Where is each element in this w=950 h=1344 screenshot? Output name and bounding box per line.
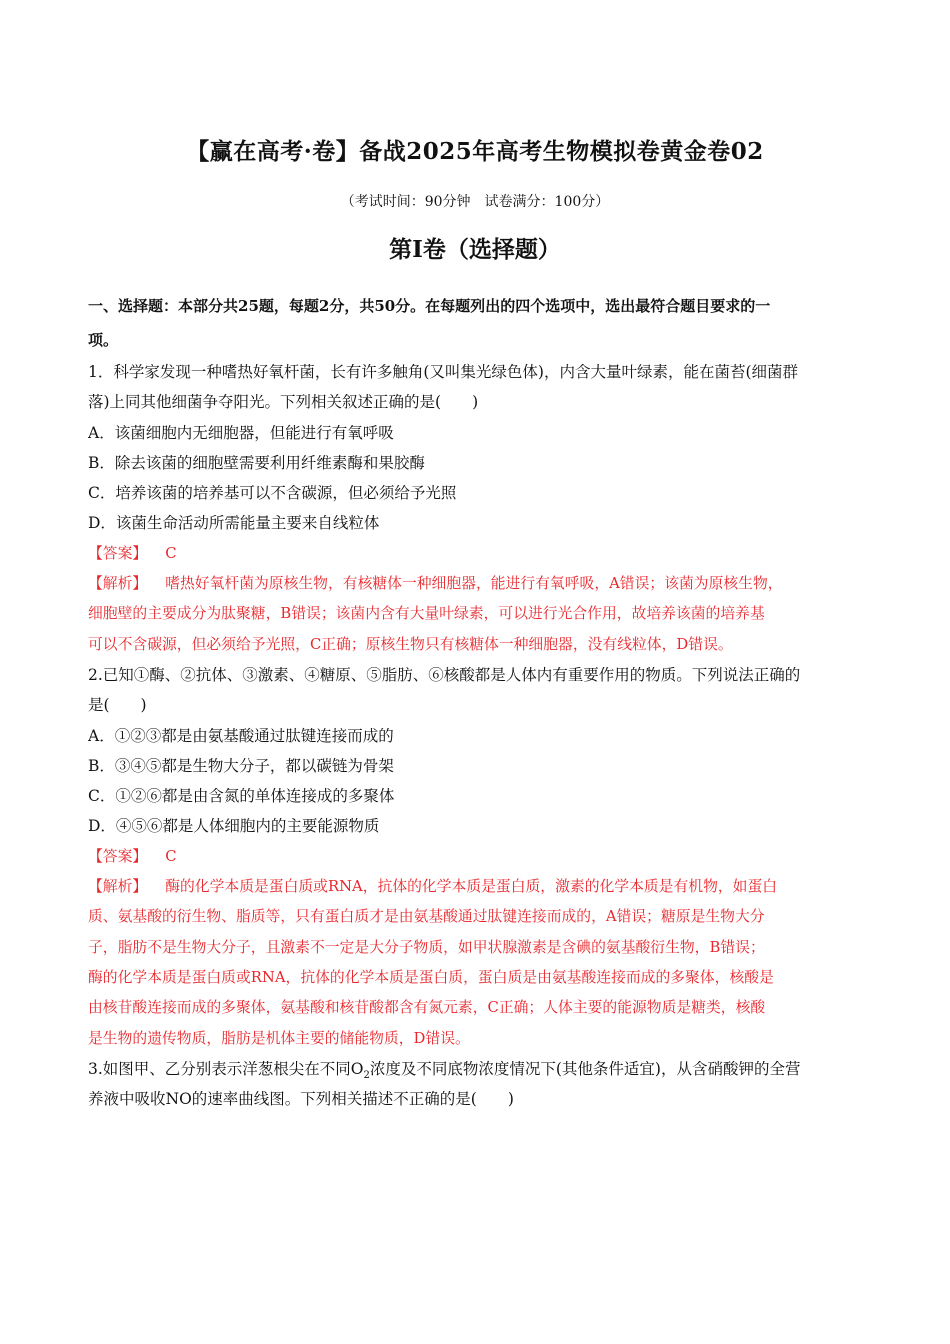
analysis-line: [88, 872, 866, 902]
option-c: C．①②⑥都是由含氮的单体连接成的多聚体: [88, 787, 395, 806]
analysis-text: 酶的化学本质是蛋白质或RNA，抗体的化学本质是蛋白质，激素的化学本质是有机物，如蛋白: [165, 878, 778, 896]
analysis-tag: 【解析】: [88, 575, 148, 593]
answer-line: [88, 539, 866, 569]
answer-tag: 【答案】: [88, 847, 148, 865]
instructions-line: 一、选择题：本部分共25题，每题2分，共50分。在每题列出的四个选项中，选出最符合题目要求的一: [88, 297, 771, 315]
question-3: [88, 1054, 866, 1115]
exam-info: （考试时间：90分钟 试卷满分：100分）: [340, 194, 610, 210]
option-b: B．除去该菌的细胞壁需要利用纤维素酶和果胶酶: [88, 453, 425, 472]
question-stem: 2.已知①酶、②抗体、③激素、④糖原、⑤脂肪、⑥核酸都是人体内有重要作用的物质。下列说法正确的: [88, 665, 801, 684]
analysis-line: 可以不含碳源，但必须给予光照，C正确；原核生物只有核糖体一种细胞器，没有线粒体，D错误。: [88, 635, 733, 653]
option-c: C．培养该菌的培养基可以不含碳源，但必须给予光照: [88, 484, 457, 503]
question-stem: 1．科学家发现一种嗜热好氧杆菌，长有许多触角(又叫集光绿色体)，内含大量叶绿素，能在菌苔(细菌群: [88, 363, 799, 381]
question-stem: 养液中吸收NO的速率曲线图。下列相关描述不正确的是( ): [88, 1090, 514, 1109]
question-stem: 落)上同其他细菌争夺阳光。下列相关叙述正确的是( ): [88, 393, 479, 412]
analysis-line: 酶的化学本质是蛋白质或RNA，抗体的化学本质是蛋白质，蛋白质是由氨基酸连接而成的多聚体，核酸是: [88, 968, 774, 986]
analysis-line: 子，脂肪不是生物大分子，且激素不一定是大分子物质，如甲状腺激素是含碘的氨基酸衍生物，B错误；: [88, 938, 765, 956]
option-a: A．①②③都是由氨基酸通过肽键连接而成的: [88, 726, 394, 745]
question-1: [88, 357, 866, 660]
option-d: D．④⑤⑥都是人体细胞内的主要能源物质: [88, 817, 380, 836]
analysis-text: 嗜热好氧杆菌为原核生物，有核糖体一种细胞器，能进行有氧呼吸，A错误；该菌为原核生物，: [165, 575, 783, 593]
page-title: 【赢在高考·卷】备战2025年高考生物模拟卷黄金卷02: [186, 138, 764, 165]
analysis-line: 质、氨基酸的衍生物、脂质等，只有蛋白质才是由氨基酸通过肽键连接而成的，A错误；糖原是生物大分: [88, 908, 765, 926]
answer-tag: 【答案】: [88, 544, 148, 562]
analysis-tag: 【解析】: [88, 878, 148, 896]
instructions-line: 项。: [88, 331, 119, 349]
question-stem: 3.如图甲、乙分别表示洋葱根尖在不同$O_2$浓度及不同底物浓度情况下(其他条件适宜)，从含硝酸钾的全营: [88, 1059, 801, 1081]
question-stem: 是( ): [88, 696, 147, 715]
option-b: B．③④⑤都是生物大分子，都以碳链为骨架: [88, 756, 394, 775]
answer-value: C: [165, 544, 177, 562]
question-2: [88, 660, 866, 1054]
document-body: [88, 289, 866, 1114]
answer-value: C: [165, 847, 177, 865]
analysis-line: 是生物的遗传物质，脂肪是机体主要的储能物质，D错误。: [88, 1029, 470, 1047]
section-heading: 第I卷（选择题）: [389, 236, 561, 263]
analysis-line: [88, 569, 866, 599]
option-d: D．该菌生命活动所需能量主要来自线粒体: [88, 514, 380, 533]
answer-line: [88, 842, 866, 872]
option-a: A．该菌细胞内无细胞器，但能进行有氧呼吸: [88, 423, 394, 442]
analysis-line: 由核苷酸连接而成的多聚体，氨基酸和核苷酸都含有氮元素，C正确；人体主要的能源物质是糖类，核酸: [88, 999, 766, 1017]
analysis-line: 细胞壁的主要成分为肽聚糖，B错误；该菌内含有大量叶绿素，可以进行光合作用，故培养该菌的培养基: [88, 605, 765, 623]
